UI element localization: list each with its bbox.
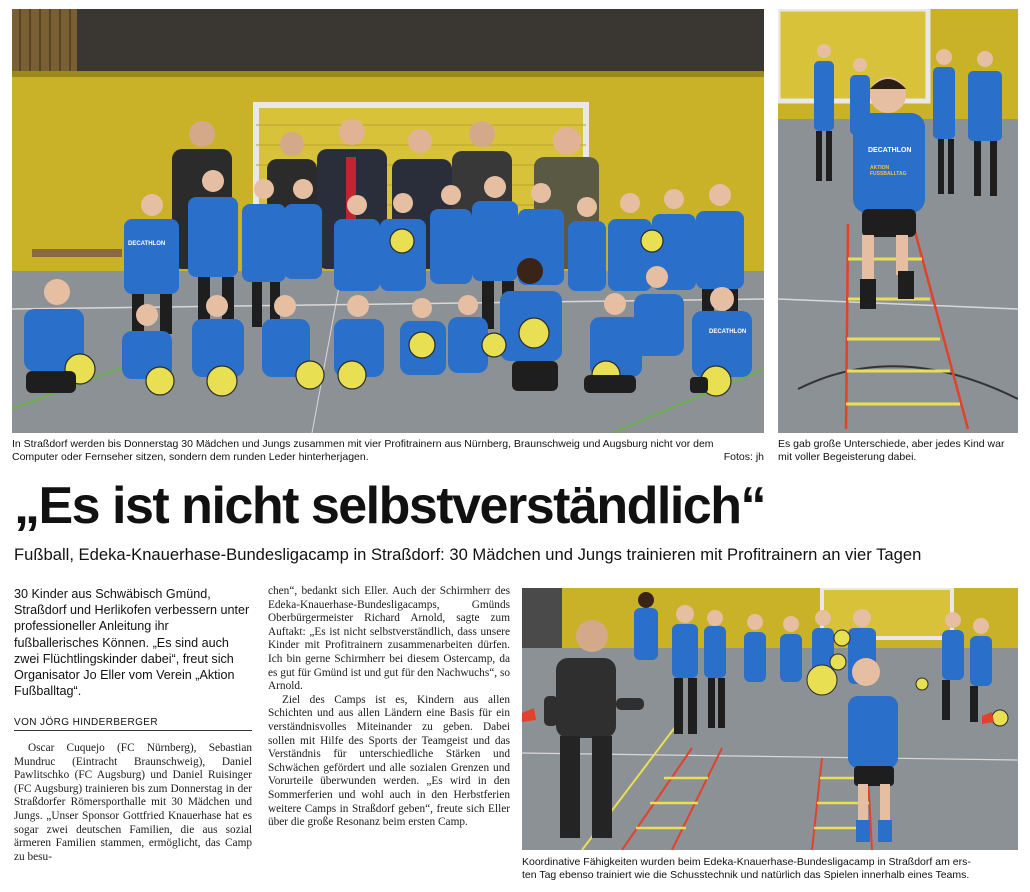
- bottom-training-photo: [522, 588, 1018, 850]
- main-photo-caption: [12, 438, 764, 464]
- side-shirt-label: DECATHLON: [868, 147, 912, 154]
- bottom-caption-line2: ten Tag ebenso trainiert wie die Schusstechnik und natürlich das Spielen innerhalb eines Teams.: [522, 869, 970, 881]
- article-teaser: 30 Kinder aus Schwäbisch Gmünd, Straßdorf und Herlikofen verbessern unter professioneller Anleitung ihr fußballerisches Können. „Es sind auch zwei Flüchtlingskinder dabei“, freut sich Organisator Jo Eller vom Verein „Aktion Fußballtag“.: [14, 587, 250, 699]
- main-caption-line2: Computer oder Fernseher sitzen, sondern dem runden Leder hinterherjagen.: [12, 451, 369, 463]
- main-shirt-label-1: DECATHLON: [128, 241, 166, 247]
- main-photo-illustration: [12, 9, 764, 433]
- column2-paragraph2: Ziel des Camps ist es, Kindern aus allen Schichten und aus allen Ländern eine Basis für ein verständnisvolles Miteinander zu geben. Dabei sollen mit Hilfe des Sports der Teamgeist und das Verständnis für unterschiedliche Stärken und Schwächen gefördert und alle sozialen Grenzen und Vorurteile überwunden werden. „Es wird in den Sommerferien und wohl auch in den Herbstferien weitere Camps in Straßdorf geben“, freute sich Eller über die große Resonanz beim ersten Camp.: [268, 693, 510, 829]
- side-caption-line1: Es gab große Unterschiede, aber jedes Kind war: [778, 438, 1005, 450]
- side-shirt-campaign: AKTION FUSSBALLTAG: [870, 165, 907, 177]
- main-caption-line1: In Straßdorf werden bis Donnerstag 30 Mädchen und Jungs zusammen mit vier Profitrainern aus Nürnberg, Braunschweig und Augsburg nicht vor dem: [12, 438, 714, 450]
- side-photo-caption: [778, 438, 1023, 464]
- main-group-photo: [12, 9, 764, 433]
- bottom-caption-line1: Koordinative Fähigkeiten wurden beim Edeka-Knauerhase-Bundesligacamp in Straßdorf am ers-: [522, 856, 971, 868]
- column2-paragraph1: chen“, bedankt sich Eller. Auch der Schirmherr des Edeka-Knauerhase-Bundesligacamps, Gmünds Oberbürgermeister Richard Arnold, sagte zum Auftakt: „Es ist nicht selbstverständlich, dass unsere Kinder mit Profitrainern zusammenarbeiten dürfen. Ich bin gerne Schirmherr bei diesem Ostercamp, da es gut für Gmünd ist und gut für den Nachwuchs“, so Arnold.: [268, 585, 510, 693]
- side-caption-line2: mit voller Begeisterung dabei.: [778, 451, 917, 463]
- text-column-2: [268, 585, 510, 887]
- text-column-1: [14, 742, 252, 888]
- column1-paragraph1: Oscar Cuquejo (FC Nürnberg), Sebastian Mundruc (Eintracht Braunschweig), Daniel Pawlitschko (FC Augsburg) und Daniel Ruisinger (FC Augsburg) trainieren bis zum Donnerstag in der Straßdorfer Römersporthalle mit 30 Mädchen und Jungs. „Unser Sponsor Gottfried Knauerhase hat es sogar zwei deutschen Familien, die aus sozial ärmeren Familien stammen, ermöglicht, das Camp zu besu-: [14, 742, 252, 863]
- article-subhead: Fußball, Edeka-Knauerhase-Bundesligacamp in Straßdorf: 30 Mädchen und Jungs trainieren mit Profitrainern an vier Tagen: [14, 545, 922, 564]
- article-headline: „Es ist nicht selbstverständlich“: [14, 477, 765, 535]
- photo-credit: Fotos: jh: [723, 451, 764, 463]
- main-shirt-label-2: DECATHLON: [709, 329, 747, 335]
- author-byline: VON JÖRG HINDERBERGER: [14, 717, 252, 731]
- side-ladder-photo: [778, 9, 1018, 433]
- bottom-photo-illustration: [522, 588, 1018, 850]
- side-photo-illustration: [778, 9, 1018, 433]
- bottom-photo-caption: [522, 856, 1018, 882]
